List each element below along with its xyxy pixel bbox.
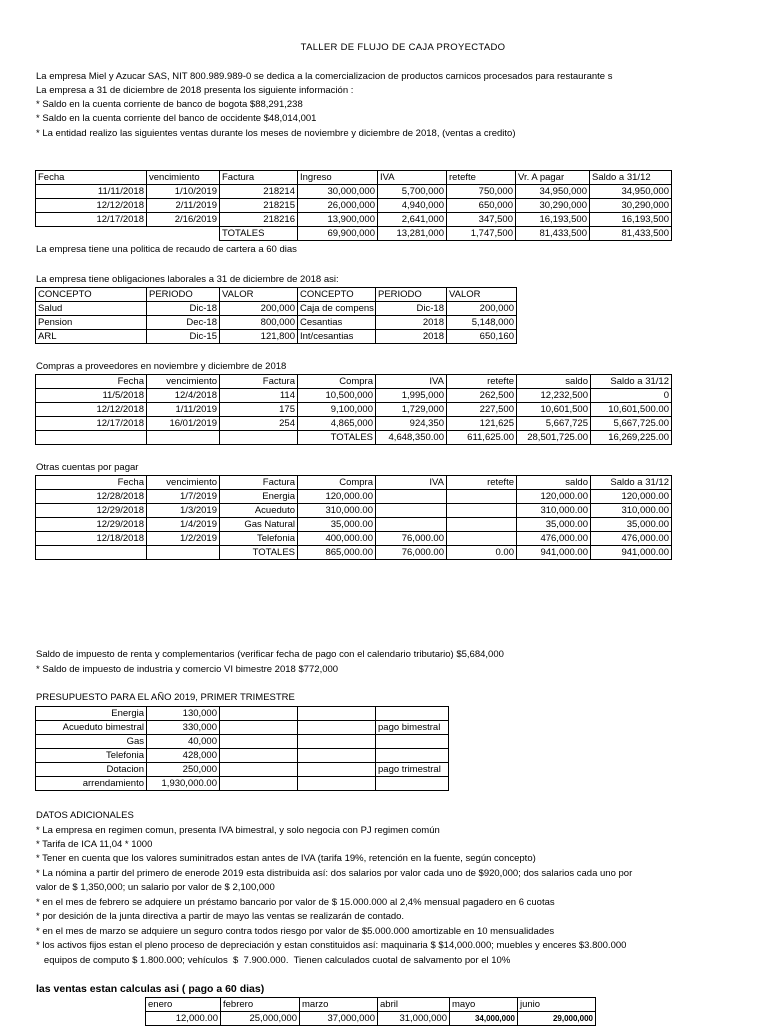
table-cell: Dotacion [36, 763, 147, 777]
table-cell: 200,000 [220, 302, 298, 316]
table-cell: 800,000 [220, 316, 298, 330]
table-cell: Acueduto bimestral [36, 721, 147, 735]
table-cell [376, 707, 449, 721]
col-header: PERIODO [376, 288, 447, 302]
col-header: vencimiento [147, 171, 220, 185]
table-cell: 9,100,000 [298, 403, 376, 417]
col-header: Saldo a 31/12 [591, 375, 672, 389]
presupuesto-table [35, 706, 449, 791]
empty-cell [220, 431, 298, 445]
table-cell: 1,729,000 [376, 403, 447, 417]
col-header: Fecha [36, 171, 147, 185]
total-cell: 69,900,000 [298, 227, 378, 241]
table-cell: 12/4/2018 [147, 389, 220, 403]
col-header: saldo [517, 476, 591, 490]
empty-cell [298, 777, 376, 791]
table-cell: 218215 [220, 199, 298, 213]
table-row [36, 504, 672, 518]
table-cell [447, 532, 517, 546]
month-value: 25,000,000 [221, 1012, 300, 1026]
table-row [36, 490, 672, 504]
total-cell: 28,501,725.00 [517, 431, 591, 445]
table-cell: 218214 [220, 185, 298, 199]
table-cell: 227,500 [447, 403, 517, 417]
table-row [36, 721, 449, 735]
table-cell [376, 777, 449, 791]
table-cell: 10,601,500 [517, 403, 591, 417]
month-header: abril [378, 998, 450, 1012]
table-cell: 5,700,000 [378, 185, 447, 199]
datos-title: DATOS ADICIONALES [36, 810, 134, 821]
empty-cell [298, 721, 376, 735]
table-cell: 175 [220, 403, 298, 417]
table-cell: 12/29/2018 [36, 504, 147, 518]
impuesto-renta: Saldo de impuesto de renta y complementarios (verificar fecha de pago con el calendario tributario) $5,684,000 [36, 649, 504, 660]
laborales-intro: La empresa tiene obligaciones laborales a 31 de diciembre de 2018 asi: [36, 274, 339, 285]
table-cell: Pension [36, 316, 147, 330]
table-cell: 347,500 [447, 213, 516, 227]
table-cell: 30,290,000 [590, 199, 672, 213]
table-cell: 310,000.00 [591, 504, 672, 518]
table-cell [447, 504, 517, 518]
table-cell: 120,000.00 [517, 490, 591, 504]
col-header: VALOR [220, 288, 298, 302]
table-cell: Telefonia [36, 749, 147, 763]
presupuesto-title: PRESUPUESTO PARA EL AÑO 2019, PRIMER TRIMESTRE [36, 692, 295, 703]
month-header: febrero [221, 998, 300, 1012]
table-cell: 35,000.00 [298, 518, 376, 532]
table-cell: 121,800 [220, 330, 298, 344]
total-cell: 941,000.00 [591, 546, 672, 560]
month-value: 34,000,000 [450, 1012, 518, 1026]
empty-cell [298, 763, 376, 777]
table-cell: 30,000,000 [298, 185, 378, 199]
month-header: enero [146, 998, 221, 1012]
table-cell: 650,160 [447, 330, 517, 344]
table-row [36, 417, 672, 431]
laborales-table [35, 287, 517, 344]
table-cell: 130,000 [147, 707, 220, 721]
empty-cell [220, 763, 298, 777]
table-cell: Cesantias [298, 316, 376, 330]
table-cell [376, 518, 447, 532]
totals-label: TOTALES [220, 227, 298, 241]
table-header-row [36, 375, 672, 389]
table-cell: Gas Natural [220, 518, 298, 532]
table-cell: Caja de compens [298, 302, 376, 316]
datos-line: * Tener en cuenta que los valores suminitrados estan antes de IVA (tarifa 19%, retención en la fuente, según concepto) [36, 853, 536, 864]
table-cell: 35,000.00 [517, 518, 591, 532]
datos-line: * Tarifa de ICA 11,04 * 1000 [36, 839, 153, 850]
ventas-mes-title: las ventas estan calculas asi ( pago a 60 dias) [36, 983, 265, 995]
datos-line: * La empresa en regimen comun, presenta IVA bimestral, y solo negocia con PJ regimen común [36, 825, 440, 836]
table-cell: 400,000.00 [298, 532, 376, 546]
table-cell: ARL [36, 330, 147, 344]
datos-line: * La nómina a partir del primero de enerode 2019 esta distribuida así: dos salarios por valor cada uno de $920,000; dos salarios cada uno por [36, 868, 633, 879]
table-cell: 650,000 [447, 199, 516, 213]
table-header-row [146, 998, 596, 1012]
table-cell: 2/16/2019 [147, 213, 220, 227]
col-header: Ingreso [298, 171, 378, 185]
table-cell: 16,193,500 [590, 213, 672, 227]
table-cell: 76,000.00 [376, 532, 447, 546]
otras-intro: Otras cuentas por pagar [36, 462, 139, 473]
total-cell: 611,625.00 [447, 431, 517, 445]
col-header: Factura [220, 375, 298, 389]
datos-line: * en el mes de febrero se adquiere un préstamo bancario por valor de $ 15.000.000 al 2,4% mensual pagadero en 6 cuotas [36, 897, 555, 908]
total-cell: 76,000.00 [376, 546, 447, 560]
col-header: IVA [376, 375, 447, 389]
total-cell: 1,747,500 [447, 227, 516, 241]
empty-cell [220, 749, 298, 763]
datos-line: * los activos fijos estan el pleno proceso de depreciación y estan constituidos así: maquinaria $ $14,000.000; muebles y enceres $3.800.000 [36, 940, 627, 951]
month-value: 31,000,000 [378, 1012, 450, 1026]
table-cell: 12/12/2018 [36, 403, 147, 417]
intro-line: * Saldo en la cuenta corriente del banco de occidente $48,014,001 [36, 113, 317, 124]
col-header: IVA [378, 171, 447, 185]
table-cell: 4,940,000 [378, 199, 447, 213]
table-row [36, 749, 449, 763]
table-cell: 11/11/2018 [36, 185, 147, 199]
col-header: CONCEPTO [36, 288, 147, 302]
table-cell: 26,000,000 [298, 199, 378, 213]
table-cell: 1/10/2019 [147, 185, 220, 199]
table-cell: 1,995,000 [376, 389, 447, 403]
table-row [36, 389, 672, 403]
table-cell: 428,000 [147, 749, 220, 763]
month-header: junio [518, 998, 596, 1012]
table-cell: 16/01/2019 [147, 417, 220, 431]
table-cell: 120,000.00 [591, 490, 672, 504]
table-cell: 120,000.00 [298, 490, 376, 504]
table-cell: 30,290,000 [516, 199, 590, 213]
total-cell: 0.00 [447, 546, 517, 560]
intro-line: La empresa Miel y Azucar SAS, NIT 800.989.989-0 se dedica a la comercializacion de productos carnicos procesados para restaurante s [36, 71, 613, 82]
col-header: vencimiento [147, 375, 220, 389]
table-row [36, 707, 449, 721]
table-cell: Energia [36, 707, 147, 721]
intro-line: * Saldo en la cuenta corriente de banco de bogota $88,291,238 [36, 99, 303, 110]
table-cell: arrendamiento [36, 777, 147, 791]
empty-cell [298, 749, 376, 763]
table-cell [376, 504, 447, 518]
table-row [36, 330, 517, 344]
total-cell: 4,648,350.00 [376, 431, 447, 445]
table-row [36, 518, 672, 532]
otras-table [35, 475, 672, 560]
table-cell: 310,000.00 [298, 504, 376, 518]
table-cell: 2018 [376, 330, 447, 344]
table-cell: 16,193,500 [516, 213, 590, 227]
table-cell: 34,950,000 [516, 185, 590, 199]
table-cell: 34,950,000 [590, 185, 672, 199]
table-cell: 12/28/2018 [36, 490, 147, 504]
empty-cell [298, 707, 376, 721]
col-header: IVA [376, 476, 447, 490]
totals-row [36, 227, 672, 241]
empty-cell [36, 431, 147, 445]
table-cell [376, 749, 449, 763]
col-header: VALOR [447, 288, 517, 302]
table-cell: 750,000 [447, 185, 516, 199]
table-cell: Salud [36, 302, 147, 316]
table-cell: 12/18/2018 [36, 532, 147, 546]
total-cell: 13,281,000 [378, 227, 447, 241]
table-cell: 12/29/2018 [36, 518, 147, 532]
table-row [36, 302, 517, 316]
page-title: TALLER DE FLUJO DE CAJA PROYECTADO [300, 42, 506, 53]
datos-line: valor de $ 1,350,000; un salario por valor de $ 2,100,000 [36, 882, 275, 893]
empty-cell [147, 546, 220, 560]
datos-line: * en el mes de marzo se adquiere un seguro contra todos riesgo por valor de $5.000.000 amortizable en 10 mensualidades [36, 926, 555, 937]
ventas-note: La empresa tiene una politica de recaudo de cartera a 60 dias [36, 244, 297, 255]
table-cell [447, 518, 517, 532]
col-header: Factura [220, 171, 298, 185]
table-cell: Energia [220, 490, 298, 504]
total-cell: 81,433,500 [590, 227, 672, 241]
table-header-row [36, 288, 517, 302]
table-row [36, 763, 449, 777]
table-cell: 218216 [220, 213, 298, 227]
table-cell: 310,000.00 [517, 504, 591, 518]
table-cell: 5,667,725 [517, 417, 591, 431]
table-cell: 250,000 [147, 763, 220, 777]
totals-row [36, 546, 672, 560]
empty-cell [36, 546, 147, 560]
empty-cell [147, 431, 220, 445]
col-header: Saldo a 31/12 [590, 171, 672, 185]
empty-cell [220, 707, 298, 721]
compras-table [35, 374, 672, 445]
table-cell [447, 490, 517, 504]
datos-line: * por desición de la junta directiva a partir de mayo las ventas se realizarán de contado. [36, 911, 405, 922]
table-row [36, 316, 517, 330]
empty-cell [220, 721, 298, 735]
table-row [36, 777, 449, 791]
ventas-table [35, 170, 672, 241]
table-cell: 2018 [376, 316, 447, 330]
table-cell: Telefonia [220, 532, 298, 546]
total-cell: 16,269,225.00 [591, 431, 672, 445]
table-cell: 10,500,000 [298, 389, 376, 403]
table-cell: 5,667,725.00 [591, 417, 672, 431]
col-header: vencimiento [147, 476, 220, 490]
table-row [36, 403, 672, 417]
table-cell: 262,500 [447, 389, 517, 403]
table-cell: 5,148,000 [447, 316, 517, 330]
table-cell: Int/cesantias [298, 330, 376, 344]
table-header-row [36, 171, 672, 185]
table-header-row [36, 476, 672, 490]
total-cell: 81,433,500 [516, 227, 590, 241]
table-cell: 114 [220, 389, 298, 403]
totals-label: TOTALES [220, 546, 298, 560]
total-cell: 941,000.00 [517, 546, 591, 560]
empty-cell [147, 227, 220, 241]
total-cell: 865,000.00 [298, 546, 376, 560]
table-row [36, 185, 672, 199]
col-header: retefte [447, 171, 516, 185]
table-cell: 2,641,000 [378, 213, 447, 227]
datos-line: equipos de computo $ 1.800.000; vehículos $ 7.900.000. Tienen calculados cuotal de salvamento por el 10% [36, 955, 511, 966]
table-cell: 35,000.00 [591, 518, 672, 532]
col-header: retefte [447, 375, 517, 389]
table-cell: pago bimestral [376, 721, 449, 735]
table-cell: 200,000 [447, 302, 517, 316]
table-cell: 10,601,500.00 [591, 403, 672, 417]
table-row [36, 199, 672, 213]
ventas-mes-table [145, 997, 596, 1026]
empty-cell [220, 777, 298, 791]
table-cell: 11/5/2018 [36, 389, 147, 403]
col-header: PERIODO [147, 288, 220, 302]
col-header: Compra [298, 375, 376, 389]
table-cell [376, 490, 447, 504]
col-header: Fecha [36, 476, 147, 490]
table-cell: 1/11/2019 [147, 403, 220, 417]
table-cell: 476,000.00 [517, 532, 591, 546]
month-value: 29,000,000 [518, 1012, 596, 1026]
totals-row [36, 431, 672, 445]
col-header: Compra [298, 476, 376, 490]
table-cell: 40,000 [147, 735, 220, 749]
table-row [36, 532, 672, 546]
table-cell: 1/2/2019 [147, 532, 220, 546]
col-header: Vr. A pagar [516, 171, 590, 185]
table-cell: 12/12/2018 [36, 199, 147, 213]
table-cell: 0 [591, 389, 672, 403]
table-cell: 12/17/2018 [36, 213, 147, 227]
table-cell: 924,350 [376, 417, 447, 431]
table-cell: Dic-18 [376, 302, 447, 316]
empty-cell [36, 227, 147, 241]
month-header: mayo [450, 998, 518, 1012]
table-cell: Acueduto [220, 504, 298, 518]
col-header: retefte [447, 476, 517, 490]
table-cell: 1/7/2019 [147, 490, 220, 504]
table-cell: 1/3/2019 [147, 504, 220, 518]
table-cell: 12/17/2018 [36, 417, 147, 431]
table-cell: 254 [220, 417, 298, 431]
impuesto-ica: * Saldo de impuesto de industria y comercio VI bimestre 2018 $772,000 [36, 664, 339, 675]
month-value: 37,000,000 [300, 1012, 378, 1026]
month-header: marzo [300, 998, 378, 1012]
empty-cell [220, 735, 298, 749]
totals-label: TOTALES [298, 431, 376, 445]
table-cell: 2/11/2019 [147, 199, 220, 213]
intro-line: * La entidad realizo las siguientes ventas durante los meses de noviembre y diciembre de 2018, (ventas a credito) [36, 128, 516, 139]
col-header: saldo [517, 375, 591, 389]
table-cell [376, 735, 449, 749]
empty-cell [298, 735, 376, 749]
table-cell: 4,865,000 [298, 417, 376, 431]
table-cell: 330,000 [147, 721, 220, 735]
table-row [146, 1012, 596, 1026]
table-cell: Dic-18 [147, 302, 220, 316]
table-cell: 476,000.00 [591, 532, 672, 546]
col-header: CONCEPTO [298, 288, 376, 302]
table-cell: 13,900,000 [298, 213, 378, 227]
col-header: Fecha [36, 375, 147, 389]
col-header: Factura [220, 476, 298, 490]
col-header: Saldo a 31/12 [591, 476, 672, 490]
table-cell: Dic-15 [147, 330, 220, 344]
month-value: 12,000.00 [146, 1012, 221, 1026]
table-cell: 1,930,000.00 [147, 777, 220, 791]
table-cell: 12,232,500 [517, 389, 591, 403]
intro-line: La empresa a 31 de diciembre de 2018 presenta los siguiente información : [36, 85, 354, 96]
table-row [36, 213, 672, 227]
table-row [36, 735, 449, 749]
table-cell: Gas [36, 735, 147, 749]
table-cell: Dec-18 [147, 316, 220, 330]
compras-intro: Compras a proveedores en noviembre y diciembre de 2018 [36, 361, 287, 372]
table-cell: pago trimestral [376, 763, 449, 777]
table-cell: 121,625 [447, 417, 517, 431]
table-cell: 1/4/2019 [147, 518, 220, 532]
